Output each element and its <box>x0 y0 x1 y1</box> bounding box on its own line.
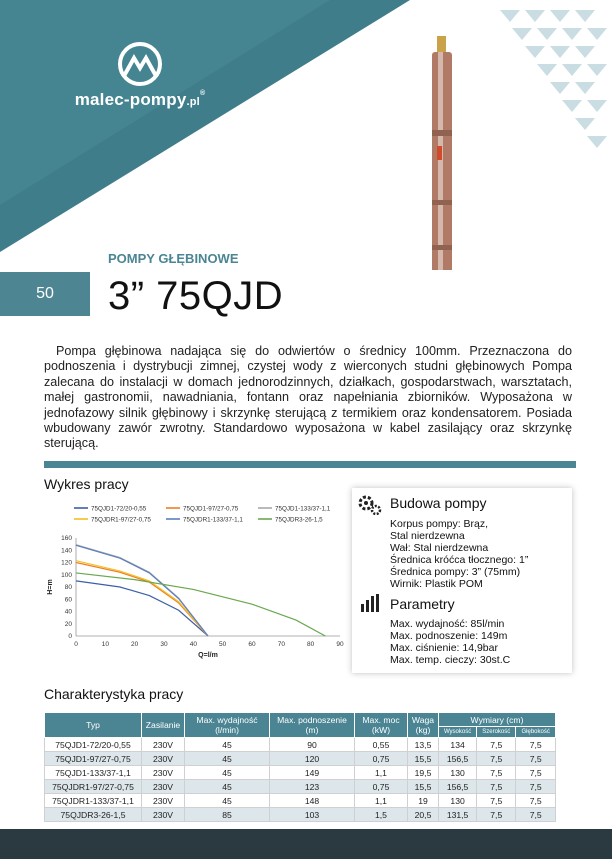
table-cell: 7,5 <box>516 738 556 752</box>
table-cell: 230V <box>142 780 185 794</box>
parameter-line: Max. ciśnienie: 14,9bar <box>390 642 498 654</box>
x-tick-label: 60 <box>248 641 256 648</box>
col-header-depth: Głębokość <box>516 727 556 738</box>
table-cell: 15,5 <box>408 780 439 794</box>
table-cell: 75QJDR1-133/37-1,1 <box>45 794 142 808</box>
table-cell: 149 <box>270 766 355 780</box>
table-cell: 1,1 <box>355 794 408 808</box>
col-header-head: Max. podnoszenie (m) <box>270 713 355 738</box>
parameters-title: Parametry <box>390 596 455 612</box>
chart-section-title: Wykres pracy <box>44 476 129 492</box>
brand-wordmark: malec-pompy.pl® <box>74 90 206 109</box>
table-row <box>45 766 556 780</box>
table-row <box>45 794 556 808</box>
table-cell: 15,5 <box>408 752 439 766</box>
legend-label: 75QJDR1-97/27-0,75 <box>91 516 151 524</box>
col-header-motor: Max. moc (kW) <box>355 713 408 738</box>
table-cell: 90 <box>270 738 355 752</box>
legend-label: 75QJD1-97/27-0,75 <box>183 505 239 513</box>
page-number-box <box>0 272 90 316</box>
table-cell: 120 <box>270 752 355 766</box>
table-title: Charakterystyka pracy <box>44 686 184 702</box>
table-cell: 156,5 <box>439 780 477 794</box>
table-cell: 0,55 <box>355 738 408 752</box>
table-cell: 75QJD1-97/27-0,75 <box>45 752 142 766</box>
y-tick-label: 20 <box>64 620 72 628</box>
table-cell: 75QJD1-133/37-1,1 <box>45 766 142 780</box>
table-cell: 230V <box>142 752 185 766</box>
x-tick-label: 70 <box>277 641 285 648</box>
legend-label: 75QJD1-133/37-1,1 <box>275 505 331 513</box>
y-tick-label: 100 <box>61 571 72 579</box>
table-cell: 7,5 <box>516 794 556 808</box>
table-cell: 85 <box>185 808 270 822</box>
table-cell: 7,5 <box>516 808 556 822</box>
table-cell: 7,5 <box>477 752 516 766</box>
col-header-power: Zasilanie <box>142 713 185 738</box>
performance-chart <box>40 498 360 668</box>
x-tick-label: 10 <box>101 641 109 648</box>
table-row <box>45 752 556 766</box>
parameter-line: Max. temp. cieczy: 30st.C <box>390 654 511 666</box>
y-tick-label: 40 <box>64 608 72 616</box>
col-header-flow: Max. wydajność (l/min) <box>185 713 270 738</box>
y-tick-label: 160 <box>61 535 72 542</box>
table-cell: 75QJDR3-26-1,5 <box>45 808 142 822</box>
y-axis-label: H=m <box>47 579 54 595</box>
table-cell: 130 <box>439 766 477 780</box>
y-tick-label: 60 <box>64 596 72 604</box>
mountain-logo-icon <box>40 40 240 90</box>
x-tick-label: 90 <box>336 641 344 648</box>
construction-line: Wał: Stal nierdzewna <box>390 542 489 554</box>
y-tick-label: 80 <box>64 584 72 591</box>
triangle-pattern <box>500 10 607 148</box>
table-row <box>45 738 556 752</box>
table-cell: 7,5 <box>516 780 556 794</box>
y-tick-label: 120 <box>61 559 72 567</box>
table-cell: 230V <box>142 738 185 752</box>
construction-line: Stal nierdzewna <box>390 530 465 542</box>
table-cell: 134 <box>439 738 477 752</box>
table-cell: 156,5 <box>439 752 477 766</box>
construction-line: Korpus pompy: Brąz, <box>390 518 489 530</box>
legend-label: 75QJDR3-26-1,5 <box>275 516 323 524</box>
col-header-width: Szerokość <box>477 727 516 738</box>
parameter-line: Max. wydajność: 85l/min <box>390 618 505 630</box>
series-line <box>76 561 208 636</box>
characteristics-table <box>44 712 556 822</box>
parameter-line: Max. podnoszenie: 149m <box>390 630 508 642</box>
col-header-type: Typ <box>45 713 142 738</box>
col-header-weight: Waga (kg) <box>408 713 439 738</box>
x-tick-label: 40 <box>189 641 197 648</box>
table-cell: 7,5 <box>477 766 516 780</box>
x-axis-label: Q=l/m <box>198 652 218 659</box>
table-cell: 45 <box>185 738 270 752</box>
y-tick-label: 140 <box>61 547 72 555</box>
construction-title: Budowa pompy <box>390 495 487 511</box>
brand-logo <box>40 40 240 120</box>
construction-line: Wirnik: Plastik POM <box>390 578 483 590</box>
table-cell: 230V <box>142 766 185 780</box>
product-title: 3” 75QJD <box>108 274 284 318</box>
table-cell: 45 <box>185 766 270 780</box>
table-cell: 1,1 <box>355 766 408 780</box>
table-cell: 7,5 <box>477 794 516 808</box>
table-cell: 7,5 <box>516 752 556 766</box>
series-line <box>76 545 208 636</box>
product-description: Pompa głębinowa nadająca się do odwiertów o średnicy 100mm. Przeznaczona do podnoszenia i dystrybucji zimnej, czystej wody z wierconych studni głębinowych Pompa zalecana do instalacji w domach jednorodzinnych, działkach, gospodarstwach, warsztatach, małej gastronomii, nawadniania, fontann oraz napełniania zbiorników. Wyposażona w jednofazowy silnik głębinowy i skrzynkę sterującą z termikiem oraz kondensatorem. Posiada wbudowany zawór zwrotny. Standardowo wyposażona w kabel zasilający oraz skrzynkę sterującą. <box>44 344 572 451</box>
table-cell: 123 <box>270 780 355 794</box>
legend-label: 75QJD1-72/20-0,55 <box>91 505 147 513</box>
table-cell: 75QJD1-72/20-0,55 <box>45 738 142 752</box>
y-tick-label: 0 <box>68 633 72 640</box>
table-cell: 7,5 <box>477 738 516 752</box>
table-cell: 0,75 <box>355 752 408 766</box>
table-cell: 20,5 <box>408 808 439 822</box>
table-cell: 230V <box>142 808 185 822</box>
table-cell: 131,5 <box>439 808 477 822</box>
table-cell: 103 <box>270 808 355 822</box>
table-row <box>45 780 556 794</box>
table-cell: 7,5 <box>516 766 556 780</box>
spec-box <box>352 488 572 673</box>
bar-chart-icon <box>360 594 380 612</box>
table-cell: 230V <box>142 794 185 808</box>
x-tick-label: 80 <box>307 641 315 648</box>
construction-line: Średnica króćca tłocznego: 1” <box>390 554 529 566</box>
x-tick-label: 0 <box>74 641 78 648</box>
table-cell: 1,5 <box>355 808 408 822</box>
table-cell: 7,5 <box>477 780 516 794</box>
table-cell: 19 <box>408 794 439 808</box>
gears-icon <box>358 494 382 516</box>
table-cell: 19,5 <box>408 766 439 780</box>
table-cell: 13,5 <box>408 738 439 752</box>
table-cell: 148 <box>270 794 355 808</box>
table-row <box>45 808 556 822</box>
legend-label: 75QJDR1-133/37-1,1 <box>183 516 243 524</box>
table-cell: 45 <box>185 780 270 794</box>
category-label: POMPY GŁĘBINOWE <box>108 251 239 266</box>
x-tick-label: 30 <box>160 641 168 648</box>
table-cell: 7,5 <box>477 808 516 822</box>
col-header-dims: Wymiary (cm) <box>439 713 556 727</box>
table-cell: 45 <box>185 752 270 766</box>
table-cell: 0,75 <box>355 780 408 794</box>
table-cell: 130 <box>439 794 477 808</box>
x-tick-label: 20 <box>131 641 139 648</box>
x-tick-label: 50 <box>219 641 227 648</box>
page-number: 50 <box>36 285 54 302</box>
table-cell: 45 <box>185 794 270 808</box>
pump-image <box>432 36 452 270</box>
col-header-height: Wysokość <box>439 727 477 738</box>
series-line <box>76 563 208 637</box>
section-divider <box>44 461 576 468</box>
construction-line: Średnica pompy: 3” (75mm) <box>390 566 521 578</box>
table-cell: 75QJDR1-97/27-0,75 <box>45 780 142 794</box>
series-line <box>76 545 208 636</box>
footer-bar <box>0 829 612 859</box>
